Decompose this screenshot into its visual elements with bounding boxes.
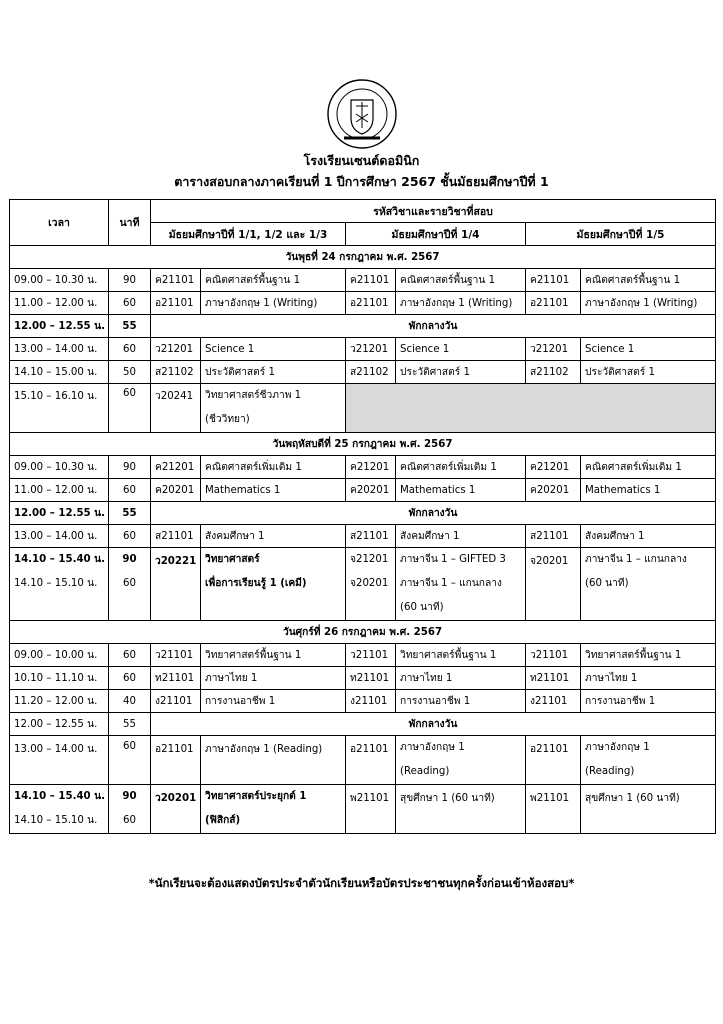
minutes-cell: 90 — [109, 456, 151, 479]
time-cell: 12.00 – 12.55 น. — [10, 713, 109, 736]
time-line: 14.10 – 15.10 น. — [14, 815, 98, 826]
code-cell: อ21101 — [346, 736, 396, 785]
table-row — [10, 736, 716, 785]
subject-cell — [201, 785, 346, 834]
header-group-1: มัธยมศึกษาปีที่ 1/1, 1/2 และ 1/3 — [151, 223, 346, 246]
subject-cell: การงานอาชีพ 1 — [201, 690, 346, 713]
subject-cell: ภาษาอังกฤษ 1 (Reading) — [201, 736, 346, 785]
subject-cell: สุขศึกษา 1 (60 นาที) — [581, 785, 716, 834]
time-line: 14.10 – 15.40 น. — [14, 554, 106, 565]
subject-cell — [201, 548, 346, 621]
subject-cell — [396, 548, 526, 621]
subject-line: ภาษาจีน 1 – แกนกลาง — [585, 554, 687, 565]
code-cell: ค20201 — [151, 479, 201, 502]
code-cell: ค21201 — [346, 456, 396, 479]
time-cell: 10.10 – 11.10 น. — [10, 667, 109, 690]
lunch-break-label: พักกลางวัน — [151, 315, 716, 338]
subject-cell: Science 1 — [201, 338, 346, 361]
code-cell: ว21201 — [526, 338, 581, 361]
time-cell: 11.00 – 12.00 น. — [10, 292, 109, 315]
footnote: *นักเรียนจะต้องแสดงบัตรประจำตัวนักเรียนหรือบัตรประชาชนทุกครั้งก่อนเข้าห้องสอบ* — [148, 876, 575, 890]
code-cell: อ21101 — [151, 736, 201, 785]
day-label: วันพฤหัสบดีที่ 25 กรกฎาคม พ.ศ. 2567 — [10, 433, 716, 456]
minutes-cell: 55 — [109, 502, 151, 525]
minutes-cell: 55 — [109, 713, 151, 736]
table-row — [10, 361, 716, 384]
code-cell — [346, 548, 396, 621]
subject-cell: ภาษาไทย 1 — [201, 667, 346, 690]
minutes-cell — [109, 548, 151, 621]
minutes-cell: 90 — [109, 269, 151, 292]
time-cell: 09.00 – 10.30 น. — [10, 456, 109, 479]
subject-cell: การงานอาชีพ 1 — [581, 690, 716, 713]
code-cell: ค21201 — [151, 456, 201, 479]
page-title: ตารางสอบกลางภาคเรียนที่ 1 ปีการศึกษา 2567 ชั้นมัธยมศึกษาปีที่ 1 — [174, 174, 549, 189]
code-cell: ว20221 — [151, 548, 201, 621]
time-cell: 13.00 – 14.00 น. — [10, 525, 109, 548]
time-cell: 11.00 – 12.00 น. — [10, 479, 109, 502]
subject-cell: Mathematics 1 — [201, 479, 346, 502]
subject-cell: คณิตศาสตร์เพิ่มเติม 1 — [396, 456, 526, 479]
code-cell: ว21101 — [526, 644, 581, 667]
subject-line: (Reading) — [400, 766, 450, 777]
table-row — [10, 690, 716, 713]
subject-cell: วิทยาศาสตร์พื้นฐาน 1 — [396, 644, 526, 667]
time-cell: 13.00 – 14.00 น. — [10, 736, 109, 785]
code-cell: ส21101 — [151, 525, 201, 548]
day-row — [10, 433, 716, 456]
code-cell: ส21101 — [346, 525, 396, 548]
subject-cell — [201, 384, 346, 433]
code-line: จ20201 — [350, 578, 389, 589]
break-row — [10, 713, 716, 736]
table-row — [10, 456, 716, 479]
code-cell: ค21101 — [526, 269, 581, 292]
header-row — [10, 200, 716, 223]
time-cell — [10, 785, 109, 834]
code-cell: อ21101 — [526, 292, 581, 315]
subject-cell: Science 1 — [396, 338, 526, 361]
table-row — [10, 667, 716, 690]
day-label: วันศุกร์ที่ 26 กรกฎาคม พ.ศ. 2567 — [10, 621, 716, 644]
minutes-cell: 55 — [109, 315, 151, 338]
subject-cell: ภาษาไทย 1 — [581, 667, 716, 690]
minutes-line: 90 — [122, 554, 137, 565]
subject-cell: ภาษาอังกฤษ 1 (Writing) — [201, 292, 346, 315]
subject-cell: Mathematics 1 — [396, 479, 526, 502]
code-cell: ค21101 — [346, 269, 396, 292]
subject-line: (60 นาที) — [400, 602, 444, 613]
time-cell: 15.10 – 16.10 น. — [10, 384, 109, 433]
lunch-break-label: พักกลางวัน — [151, 713, 716, 736]
time-cell: 12.00 – 12.55 น. — [10, 315, 109, 338]
empty-shaded-cell — [346, 384, 716, 433]
code-cell: อ21101 — [346, 292, 396, 315]
subject-cell: ประวัติศาสตร์ 1 — [581, 361, 716, 384]
time-cell — [10, 548, 109, 621]
subject-cell: สุขศึกษา 1 (60 นาที) — [396, 785, 526, 834]
subject-line: วิทยาศาสตร์ — [205, 554, 260, 565]
subject-cell: สังคมศึกษา 1 — [581, 525, 716, 548]
code-cell: ว20241 — [151, 384, 201, 433]
school-name: โรงเรียนเซนต์ดอมินิก — [303, 153, 420, 168]
code-cell: ว21101 — [346, 644, 396, 667]
lunch-break-label: พักกลางวัน — [151, 502, 716, 525]
header-time: เวลา — [10, 200, 109, 246]
time-cell: 14.10 – 15.00 น. — [10, 361, 109, 384]
code-cell: ว20201 — [151, 785, 201, 834]
code-line: จ21201 — [350, 554, 389, 565]
subject-cell: วิทยาศาสตร์พื้นฐาน 1 — [201, 644, 346, 667]
subject-cell — [396, 736, 526, 785]
code-cell: ท21101 — [526, 667, 581, 690]
school-logo — [326, 78, 398, 150]
minutes-cell: 50 — [109, 361, 151, 384]
subject-line: ภาษาจีน 1 – GIFTED 3 — [400, 554, 506, 565]
code-cell: ง21101 — [526, 690, 581, 713]
header-group-3: มัธยมศึกษาปีที่ 1/5 — [526, 223, 716, 246]
code-cell: ง21101 — [346, 690, 396, 713]
break-row — [10, 502, 716, 525]
minutes-cell: 60 — [109, 338, 151, 361]
table-row — [10, 338, 716, 361]
table-row — [10, 548, 716, 621]
minutes-cell: 40 — [109, 690, 151, 713]
code-cell: ส21102 — [346, 361, 396, 384]
time-cell: 09.00 – 10.00 น. — [10, 644, 109, 667]
day-row — [10, 621, 716, 644]
subject-line: ภาษาอังกฤษ 1 — [400, 742, 465, 753]
minutes-line: 60 — [123, 815, 136, 826]
subject-cell: ประวัติศาสตร์ 1 — [201, 361, 346, 384]
subject-line: (ฟิสิกส์) — [205, 815, 241, 826]
subject-cell: สังคมศึกษา 1 — [396, 525, 526, 548]
code-cell: ค20201 — [526, 479, 581, 502]
time-line: 14.10 – 15.10 น. — [14, 578, 98, 589]
subject-cell: ภาษาไทย 1 — [396, 667, 526, 690]
subject-line: (60 นาที) — [585, 578, 629, 589]
subject-cell: ภาษาอังกฤษ 1 (Writing) — [581, 292, 716, 315]
table-row — [10, 384, 716, 433]
subject-line: วิทยาศาสตร์ประยุกต์ 1 — [205, 791, 307, 802]
code-cell: ว21201 — [346, 338, 396, 361]
subject-cell: วิทยาศาสตร์พื้นฐาน 1 — [581, 644, 716, 667]
time-cell: 11.20 – 12.00 น. — [10, 690, 109, 713]
subject-cell — [581, 548, 716, 621]
subject-line: ภาษาจีน 1 – แกนกลาง — [400, 578, 502, 589]
header-subjects: รหัสวิชาและรายวิชาที่สอบ — [151, 200, 716, 223]
subject-cell: คณิตศาสตร์พื้นฐาน 1 — [201, 269, 346, 292]
subject-line: (Reading) — [585, 766, 635, 777]
minutes-cell: 60 — [109, 736, 151, 785]
code-cell: อ21101 — [526, 736, 581, 785]
subject-cell: คณิตศาสตร์พื้นฐาน 1 — [396, 269, 526, 292]
code-cell: ค20201 — [346, 479, 396, 502]
subject-line: ภาษาอังกฤษ 1 — [585, 742, 650, 753]
code-cell: ท21101 — [151, 667, 201, 690]
subject-line: เพื่อการเรียนรู้ 1 (เคมี) — [205, 578, 307, 589]
subject-cell: ภาษาอังกฤษ 1 (Writing) — [396, 292, 526, 315]
subject-line: (ชีววิทยา) — [205, 414, 250, 425]
minutes-line: 90 — [122, 791, 137, 802]
code-cell: อ21101 — [151, 292, 201, 315]
exam-schedule-table — [9, 199, 716, 834]
table-row — [10, 644, 716, 667]
subject-cell: Science 1 — [581, 338, 716, 361]
day-row — [10, 246, 716, 269]
subject-line: วิทยาศาสตร์ชีวภาพ 1 — [205, 390, 302, 401]
minutes-cell: 60 — [109, 479, 151, 502]
subject-cell: Mathematics 1 — [581, 479, 716, 502]
minutes-line: 60 — [123, 578, 136, 589]
time-line: 14.10 – 15.40 น. — [14, 791, 106, 802]
minutes-cell: 60 — [109, 644, 151, 667]
day-label: วันพุธที่ 24 กรกฎาคม พ.ศ. 2567 — [10, 246, 716, 269]
subject-cell: สังคมศึกษา 1 — [201, 525, 346, 548]
subject-cell — [581, 736, 716, 785]
table-row — [10, 785, 716, 834]
table-row — [10, 525, 716, 548]
break-row — [10, 315, 716, 338]
minutes-cell: 60 — [109, 525, 151, 548]
subject-cell: คณิตศาสตร์พื้นฐาน 1 — [581, 269, 716, 292]
minutes-cell: 60 — [109, 384, 151, 433]
code-cell: ง21101 — [151, 690, 201, 713]
code-cell: ว21201 — [151, 338, 201, 361]
code-cell: พ21101 — [526, 785, 581, 834]
code-cell: ว21101 — [151, 644, 201, 667]
header-minutes: นาที — [109, 200, 151, 246]
code-cell: ส21101 — [526, 525, 581, 548]
code-cell: ส21102 — [151, 361, 201, 384]
table-row — [10, 292, 716, 315]
code-cell: พ21101 — [346, 785, 396, 834]
code-cell: ค21101 — [151, 269, 201, 292]
minutes-cell: 60 — [109, 292, 151, 315]
table-row — [10, 269, 716, 292]
code-cell: ค21201 — [526, 456, 581, 479]
subject-cell: การงานอาชีพ 1 — [396, 690, 526, 713]
code-cell: ส21102 — [526, 361, 581, 384]
header-group-2: มัธยมศึกษาปีที่ 1/4 — [346, 223, 526, 246]
table-row — [10, 479, 716, 502]
time-cell: 12.00 – 12.55 น. — [10, 502, 109, 525]
minutes-cell — [109, 785, 151, 834]
time-cell: 09.00 – 10.30 น. — [10, 269, 109, 292]
time-cell: 13.00 – 14.00 น. — [10, 338, 109, 361]
subject-cell: ประวัติศาสตร์ 1 — [396, 361, 526, 384]
subject-cell: คณิตศาสตร์เพิ่มเติม 1 — [581, 456, 716, 479]
code-cell: จ20201 — [526, 548, 581, 621]
minutes-cell: 60 — [109, 667, 151, 690]
subject-cell: คณิตศาสตร์เพิ่มเติม 1 — [201, 456, 346, 479]
code-cell: ท21101 — [346, 667, 396, 690]
